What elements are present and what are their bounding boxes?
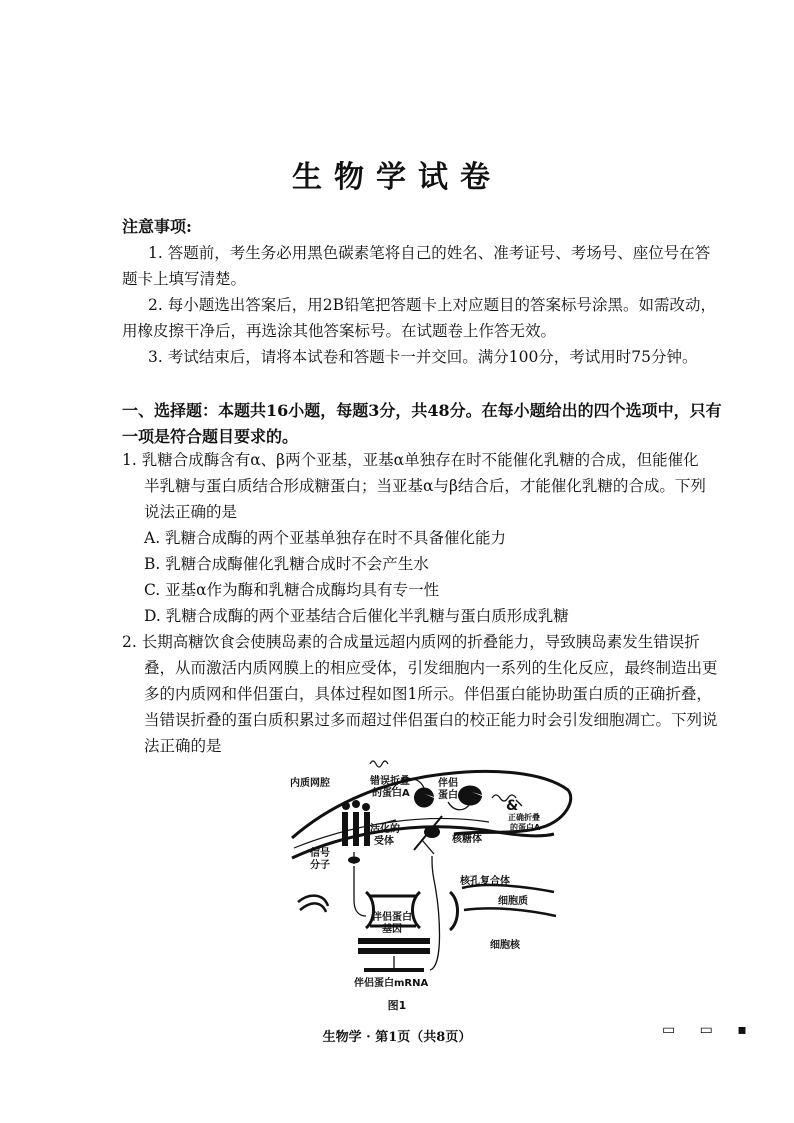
section-heading-line-1: 一、选择题：本题共16小题，每题3分，共48分。在每小题给出的四个选项中，只有 [122,401,722,420]
notice-item-3-line-1: 3. 考试结束后，请将本试卷和答题卡一并交回。满分100分，考试用时75分钟。 [148,348,698,366]
gene-bar-2 [358,948,430,954]
mrna-bar [364,968,424,972]
figure-caption: 图1 [387,999,407,1012]
notice-item-2-line-2: 用橡皮擦干净后，再选涂其他答案标号。在试题卷上作答无效。 [122,322,557,340]
q2-stem-line-3: 多的内质网和伴侣蛋白，具体过程如图1所示。伴侣蛋白能协助蛋白质的正确折叠， [144,685,712,703]
label-cytoplasm: 细胞质 [498,896,528,907]
notice-item-2-line-1: 2. 每小题选出答案后，用2B铅笔把答题卡上对应题目的答案标号涂黑。如需改动， [148,296,716,314]
notice-item-1-line-1: 1. 答题前，考生务必用黑色碳素笔将自己的姓名、准考证号、考场号、座位号在答 [148,244,711,262]
label-misfolded-1: 错误折叠 [370,776,410,787]
q2-stem-line-2: 叠，从而激活内质网膜上的相应受体，引发细胞内一系列的生化反应，最终制造出更 [144,659,718,677]
label-ribosome: 核糖体 [452,834,482,845]
label-chaperone-1: 伴侣 [438,778,458,789]
q2-stem-line-1: 2. 长期高糖饮食会使胰岛素的合成量远超内质网的折叠能力，导致胰岛素发生错误折 [122,633,700,651]
label-er-lumen: 内质网腔 [290,778,330,789]
signal-path-to-nucleus [354,866,366,916]
label-misfolded-2: 的蛋白A [372,788,410,799]
ribosome-shape [414,816,442,854]
label-correct-1: 正确折叠 [508,813,540,822]
q1-stem-line-1: 1. 乳糖合成酶含有α、β两个亚基，亚基α单独存在时不能催化乳糖的合成，但能催化 [122,451,699,469]
q1-option-b: B. 乳糖合成酶催化乳糖合成时不会产生水 [144,555,429,573]
figure-1-diagram [284,760,574,990]
section-heading-line-2: 一项是符合题目要求的。 [122,427,299,446]
label-nucleus: 细胞核 [490,940,520,951]
page-title: 生物学试卷 [292,160,502,195]
receptor-cluster [342,800,370,846]
q2-stem-line-5: 法正确的是 [144,737,222,755]
page-footer: 生物学 · 第1页（共8页） [322,1030,472,1045]
label-activated-1: 活化的 [370,824,400,835]
chaperone-shape-2 [458,786,482,806]
label-signal-2: 分子 [310,860,330,871]
signal-molecule [348,857,360,864]
label-npc: 核孔复合体 [460,876,510,887]
corner-marks: ▭ ▭ ▪ [662,1022,757,1038]
label-gene-2: 基因 [382,924,402,935]
q1-option-d: D. 乳糖合成酶的两个亚基结合后催化半乳糖与蛋白质形成乳糖 [144,607,569,625]
label-gene-1: 伴侣蛋白 [372,912,412,923]
q2-stem-line-4: 当错误折叠的蛋白质积累过多而超过伴侣蛋白的校正能力时会引发细胞凋亡。下列说 [144,711,718,729]
misfolded-loops [370,761,388,767]
q1-stem-line-2: 半乳糖与蛋白质结合形成糖蛋白；当亚基α与β结合后，才能催化乳糖的合成。下列 [144,477,706,495]
label-activated-2: 受体 [374,836,394,847]
chaperone-shape-1 [414,788,434,808]
q1-option-a: A. 乳糖合成酶的两个亚基单独存在时不具备催化能力 [144,529,507,547]
nuclear-envelope-left [298,896,328,912]
gene-bar-1 [358,938,430,944]
notice-item-1-line-2: 题卡上填写清楚。 [122,270,247,288]
mrna-export-path [430,856,440,970]
label-chaperone-2: 蛋白 [438,790,458,801]
label-mrna: 伴侣蛋白mRNA [354,978,429,989]
notice-heading: 注意事项: [122,217,192,236]
label-signal-1: 信号 [310,848,330,859]
label-correct-amp: & [506,798,519,814]
q1-option-c: C. 亚基α作为酶和乳糖合成酶均具有专一性 [144,581,440,599]
q1-stem-line-3: 说法正确的是 [144,503,238,521]
label-correct-2: 的蛋白A [510,823,541,832]
nuclear-pore-right [450,885,556,930]
